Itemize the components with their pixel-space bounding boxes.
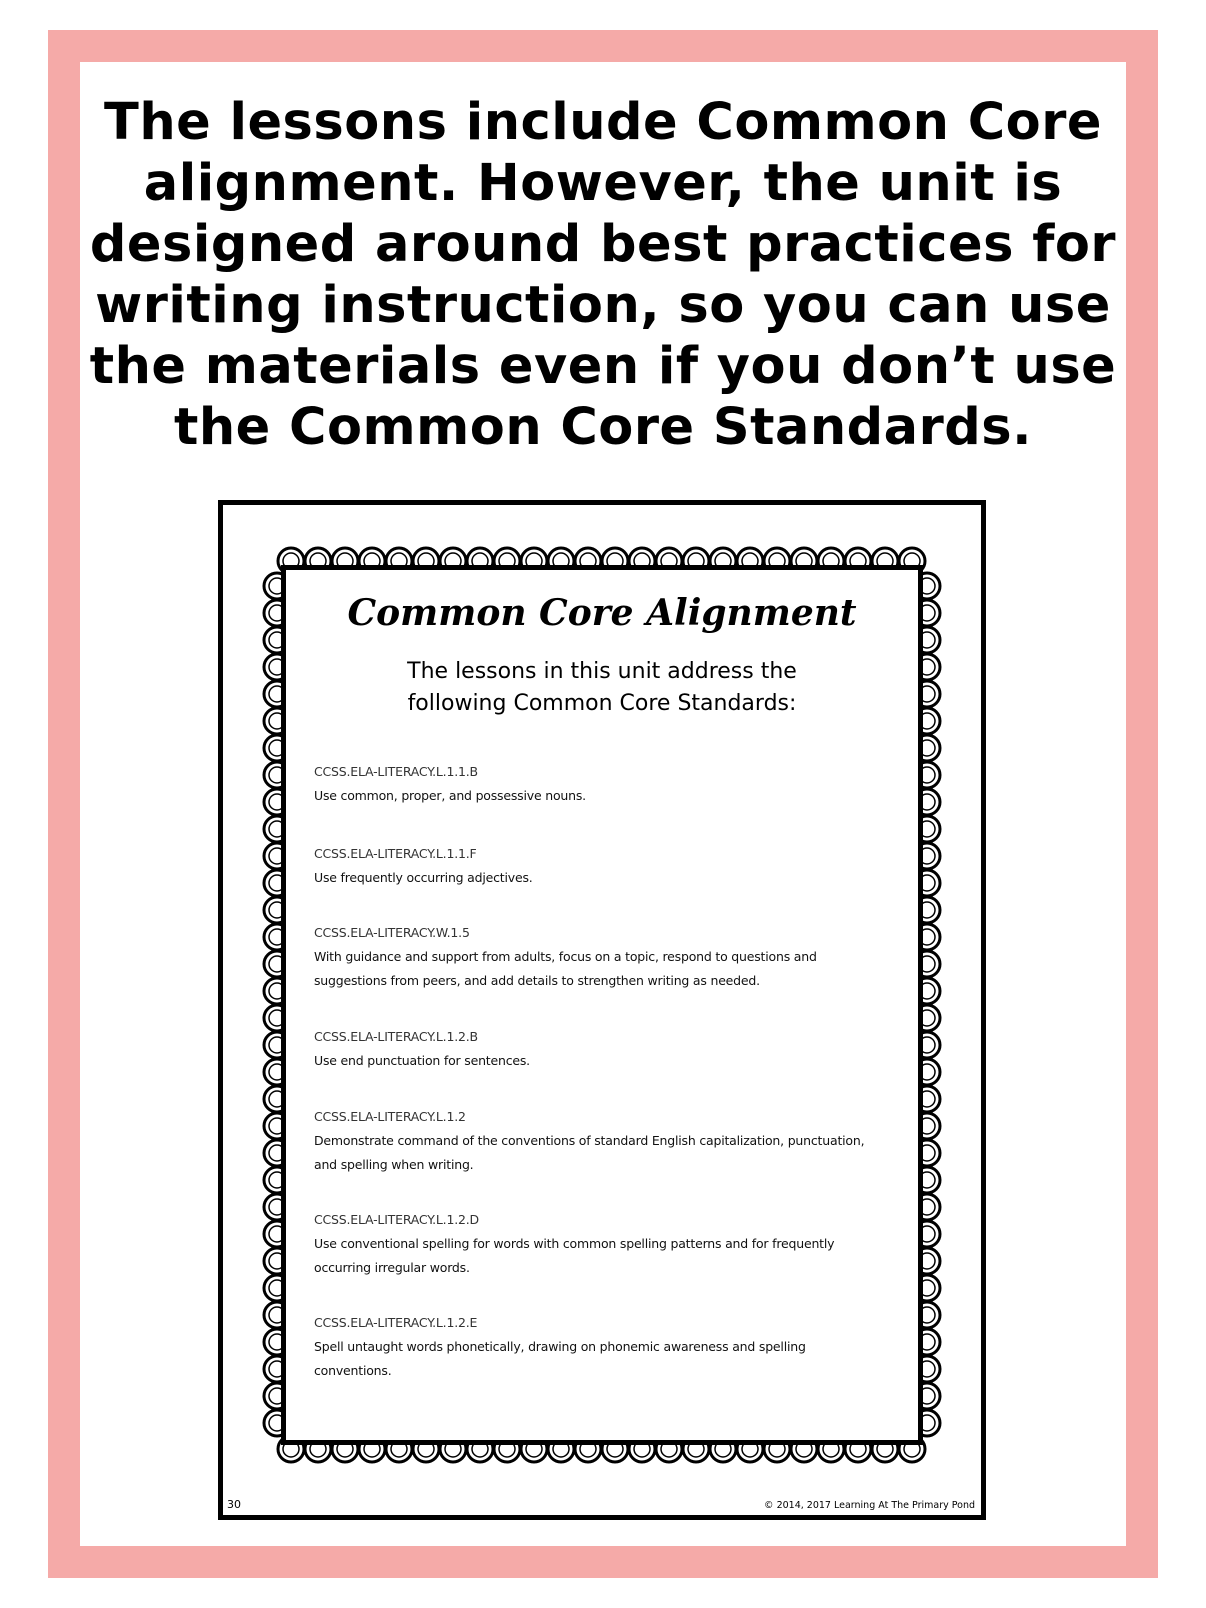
standard-code: CCSS.ELA-LITERACY.W.1.5 [314,925,470,940]
headline-line: The lessons include Common Core [104,93,1102,152]
headline-line: designed around best practices for [89,215,1117,274]
standard-code: CCSS.ELA-LITERACY.L.1.2.D [314,1212,479,1227]
headline-line: writing instruction, so you can use [95,276,1111,335]
standard-code: CCSS.ELA-LITERACY.L.1.2.B [314,1029,478,1044]
standard-item [314,1105,914,1177]
standard-item [314,1311,914,1383]
standard-description: suggestions from peers, and add details to strengthen writing as needed. [314,973,760,988]
standard-description: Use conventional spelling for words with common spelling patterns and for frequently [314,1236,835,1251]
headline-line: the Common Core Standards. [174,398,1032,457]
standard-item [314,842,914,890]
document-subtitle [286,656,918,720]
standard-code: CCSS.ELA-LITERACY.L.1.2.E [314,1315,478,1330]
page-number: 30 [227,1498,241,1511]
standard-item [314,1025,914,1073]
standard-code: CCSS.ELA-LITERACY.L.1.1.B [314,764,478,779]
standard-code: CCSS.ELA-LITERACY.L.1.1.F [314,846,477,861]
standard-description: Use end punctuation for sentences. [314,1053,530,1068]
standard-description: occurring irregular words. [314,1260,470,1275]
headline-line: the materials even if you don’t use [89,337,1117,396]
headline-line: alignment. However, the unit is [143,154,1063,213]
standard-item [314,760,914,808]
standard-description: Spell untaught words phonetically, drawing on phonemic awareness and spelling [314,1339,806,1354]
standard-description: With guidance and support from adults, focus on a topic, respond to questions and [314,949,817,964]
copyright-notice: © 2014, 2017 Learning At The Primary Pond [764,1500,975,1511]
subtitle-line: following Common Core Standards: [407,691,797,716]
standard-description: Use common, proper, and possessive nouns. [314,788,586,803]
standard-item [314,921,914,993]
document-preview [218,500,986,1520]
standard-code: CCSS.ELA-LITERACY.L.1.2 [314,1109,466,1124]
standard-description: and spelling when writing. [314,1157,474,1172]
standard-item [314,1208,914,1280]
standard-description: Demonstrate command of the conventions of standard English capitalization, punctuation, [314,1133,865,1148]
document-title: Common Core Alignment [347,592,857,634]
standard-description: Use frequently occurring adjectives. [314,870,533,885]
headline [80,92,1126,458]
subtitle-line: The lessons in this unit address the [407,659,797,684]
standard-description: conventions. [314,1363,392,1378]
document-content-box [281,565,923,1445]
